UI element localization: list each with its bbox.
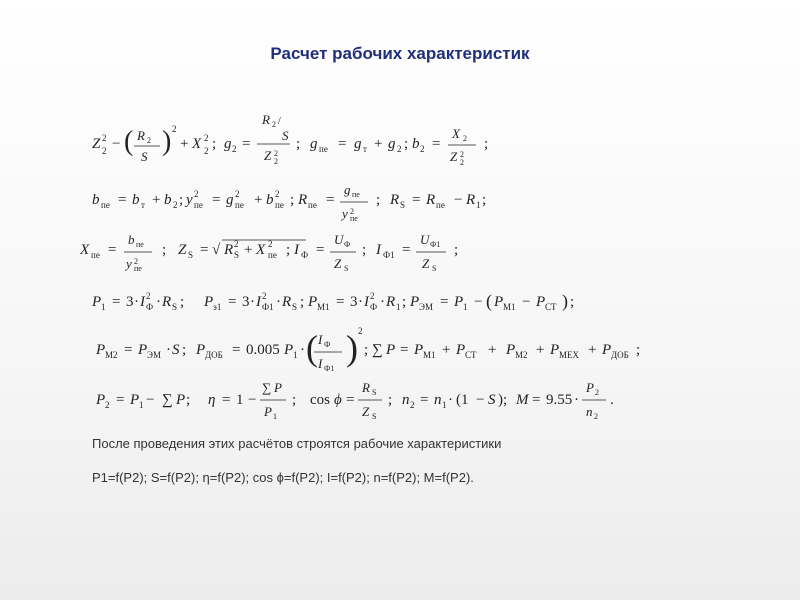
svg-text:R: R (390, 192, 400, 208)
svg-text:=: = (242, 136, 251, 152)
svg-text:(: ( (124, 126, 134, 157)
svg-text:−: − (522, 294, 531, 310)
svg-text:+: + (588, 342, 597, 358)
svg-text:(1: (1 (456, 392, 469, 408)
svg-text:∑: ∑ (262, 380, 272, 395)
svg-text:S: S (432, 264, 437, 273)
svg-text:Ф1: Ф1 (383, 250, 395, 260)
svg-text:+: + (254, 192, 263, 208)
svg-text:X: X (80, 242, 90, 258)
svg-text:M1: M1 (503, 302, 516, 312)
svg-text:2: 2 (172, 124, 177, 134)
svg-text:b: b (128, 232, 135, 247)
svg-text:X: X (452, 126, 460, 141)
svg-text:пе: пе (275, 200, 284, 210)
svg-text:I: I (294, 242, 299, 258)
svg-text:Z: Z (334, 256, 342, 271)
svg-text:;: ; (212, 136, 217, 152)
svg-text:;: ; (362, 242, 367, 258)
svg-text:=: = (402, 242, 411, 258)
svg-text:X: X (256, 242, 266, 258)
svg-text:I: I (140, 294, 145, 310)
svg-text:Ф1: Ф1 (262, 302, 274, 312)
svg-text:R: R (224, 242, 234, 258)
svg-text:1: 1 (236, 392, 244, 408)
svg-text:пе: пе (194, 200, 203, 210)
svg-text:P: P (96, 392, 106, 408)
svg-text:P: P (176, 392, 186, 408)
svg-text:.: . (610, 392, 614, 408)
svg-text:g: g (224, 136, 232, 152)
svg-text:1: 1 (293, 350, 298, 360)
svg-text:I: I (364, 294, 369, 310)
svg-text:;: ; (292, 392, 297, 408)
svg-text:b: b (132, 192, 140, 208)
svg-text:g: g (344, 182, 351, 197)
svg-text:=: = (108, 242, 117, 258)
svg-text:n: n (586, 404, 593, 419)
svg-text:P: P (506, 342, 516, 358)
svg-text:y: y (186, 192, 193, 208)
svg-text:b: b (164, 192, 172, 208)
svg-text:=: = (212, 192, 221, 208)
svg-text:;: ; (296, 136, 301, 152)
svg-text:=: = (440, 294, 449, 310)
svg-text:·: · (276, 294, 281, 310)
svg-text:;: ; (388, 392, 393, 408)
svg-text:+: + (442, 342, 451, 358)
svg-text:1: 1 (139, 400, 144, 410)
svg-text:): ) (162, 126, 172, 157)
svg-text:пе: пе (308, 200, 317, 210)
svg-text:;: ; (636, 342, 641, 358)
svg-text:P: P (456, 342, 466, 358)
svg-text:пе: пе (350, 214, 358, 223)
svg-text:+: + (374, 136, 383, 152)
svg-text:S: S (172, 342, 180, 358)
svg-text:−: − (248, 392, 257, 408)
svg-text:P: P (536, 294, 546, 310)
svg-text:+: + (244, 242, 253, 258)
svg-text:·: · (300, 342, 305, 358)
formula-row-4 (92, 286, 612, 318)
svg-text:2: 2 (102, 133, 107, 143)
svg-text:=: = (336, 294, 345, 310)
svg-text:2: 2 (235, 189, 240, 199)
svg-text:Ф: Ф (370, 302, 378, 312)
svg-text:+: + (180, 136, 189, 152)
svg-text:−: − (454, 192, 463, 208)
svg-text:3: 3 (242, 294, 250, 310)
svg-text:/: / (278, 116, 281, 127)
svg-text:g: g (226, 192, 234, 208)
svg-text:2: 2 (420, 144, 425, 154)
svg-text:пе: пе (91, 250, 100, 260)
svg-text:S: S (172, 302, 178, 312)
svg-text:;: ; (286, 242, 291, 258)
svg-text:2: 2 (274, 149, 278, 158)
svg-text:P: P (494, 294, 504, 310)
svg-text:2: 2 (134, 257, 138, 266)
svg-text:P: P (550, 342, 560, 358)
svg-text:пе: пе (235, 200, 244, 210)
svg-text:=: = (400, 342, 409, 358)
svg-text:пе: пе (268, 250, 277, 260)
svg-text:СТ: СТ (465, 350, 477, 360)
svg-text:Z: Z (422, 256, 430, 271)
svg-text:т: т (363, 144, 367, 154)
svg-text:M2: M2 (105, 350, 118, 360)
svg-text:−: − (476, 392, 485, 408)
svg-text:): ) (346, 328, 358, 368)
svg-text:1: 1 (442, 400, 447, 410)
svg-text:=: = (118, 192, 127, 208)
svg-text:R: R (386, 294, 396, 310)
svg-text:;: ; (482, 192, 487, 208)
svg-text:;: ; (484, 136, 489, 152)
svg-text:пе: пе (352, 190, 360, 199)
svg-text:+: + (488, 342, 497, 358)
svg-text:;: ; (179, 192, 184, 208)
svg-text:Ф: Ф (301, 250, 309, 260)
svg-text:2: 2 (358, 326, 363, 336)
svg-text:2: 2 (460, 150, 464, 159)
svg-text:Ф: Ф (146, 302, 154, 312)
svg-text:2: 2 (102, 146, 107, 156)
svg-text:1: 1 (101, 302, 106, 312)
svg-text:2: 2 (272, 120, 276, 129)
svg-text:P: P (308, 294, 318, 310)
svg-text:−: − (112, 136, 121, 152)
svg-text:=: = (326, 192, 335, 208)
svg-text:ϕ: ϕ (334, 392, 342, 408)
svg-text:MEX: MEX (559, 350, 579, 360)
svg-text:2: 2 (147, 136, 151, 145)
formula-row-6 (96, 376, 636, 426)
svg-text:+: + (536, 342, 545, 358)
svg-text:=: = (222, 392, 231, 408)
svg-text:P: P (274, 380, 282, 395)
svg-text:2: 2 (204, 133, 209, 143)
svg-text:P: P (96, 342, 106, 358)
svg-text:2: 2 (204, 146, 209, 156)
svg-text:Z: Z (450, 149, 458, 164)
svg-text:Ф1: Ф1 (430, 240, 441, 249)
formula-row-1 (92, 110, 512, 172)
svg-text:2: 2 (397, 144, 402, 154)
formula-row-5 (96, 326, 676, 378)
svg-text:−: − (474, 294, 483, 310)
svg-text:;: ; (180, 294, 185, 310)
svg-text:2: 2 (232, 144, 237, 154)
svg-text:S: S (141, 149, 148, 164)
svg-text:P: P (92, 294, 102, 310)
svg-text:ДОБ: ДОБ (205, 350, 223, 360)
svg-text:т: т (141, 200, 145, 210)
svg-text:=: = (346, 392, 355, 408)
svg-text:): ) (562, 291, 568, 311)
svg-text:Ф: Ф (324, 340, 331, 349)
svg-text:R: R (298, 192, 308, 208)
svg-text:0.005: 0.005 (246, 342, 280, 358)
svg-text:2: 2 (146, 291, 151, 301)
svg-text:пе: пе (436, 200, 445, 210)
svg-text:=: = (232, 342, 241, 358)
svg-text:M: M (516, 392, 529, 408)
svg-text:R: R (262, 112, 270, 127)
svg-text:·: · (574, 392, 579, 408)
svg-text:P: P (386, 342, 396, 358)
svg-text:I: I (376, 242, 381, 258)
svg-text:2: 2 (594, 412, 598, 421)
svg-text:·: · (448, 392, 453, 408)
svg-text:R: R (137, 128, 145, 143)
svg-text:P: P (410, 294, 420, 310)
svg-text:S: S (372, 388, 377, 397)
svg-text:=: = (432, 136, 441, 152)
svg-text:2: 2 (370, 291, 375, 301)
svg-text:(: ( (306, 328, 318, 368)
svg-text:);: ); (498, 392, 508, 408)
svg-text:P: P (454, 294, 464, 310)
svg-text:∑: ∑ (162, 392, 173, 408)
svg-text:2: 2 (274, 157, 278, 166)
svg-text:;: ; (186, 392, 191, 408)
svg-text:Ф1: Ф1 (324, 364, 335, 373)
svg-text:cos: cos (310, 392, 330, 408)
svg-text:Z: Z (264, 148, 272, 163)
svg-text:P: P (130, 392, 140, 408)
svg-text:1: 1 (463, 302, 468, 312)
svg-text:;: ; (290, 192, 295, 208)
svg-text:1: 1 (476, 200, 481, 210)
svg-text:·: · (358, 294, 363, 310)
svg-text:;: ; (454, 242, 459, 258)
svg-text:=: = (412, 192, 421, 208)
svg-text:R: R (426, 192, 436, 208)
svg-text:I: I (318, 332, 323, 347)
svg-text:=: = (116, 392, 125, 408)
svg-text:;: ; (402, 294, 407, 310)
svg-text:;: ; (300, 294, 305, 310)
svg-text:;: ; (182, 342, 187, 358)
svg-text:=: = (316, 242, 325, 258)
svg-text:P: P (602, 342, 612, 358)
svg-text:√: √ (212, 242, 221, 258)
formula-row-3 (80, 228, 480, 274)
formula-row-2 (92, 178, 512, 224)
svg-text:g: g (354, 136, 362, 152)
svg-text:P: P (414, 342, 424, 358)
svg-text:y: y (342, 206, 348, 221)
svg-text:1: 1 (396, 302, 401, 312)
svg-text:S: S (292, 302, 298, 312)
svg-text:=: = (124, 342, 133, 358)
svg-text:·: · (156, 294, 161, 310)
note-functions: P1=f(P2); S=f(P2); η=f(P2); cos ϕ=f(P2); I=f(P2); n=f(P2); M=f(P2). (92, 470, 474, 485)
svg-text:;: ; (364, 342, 369, 358)
svg-text:∑: ∑ (372, 342, 383, 358)
svg-text:n: n (434, 392, 442, 408)
svg-text:ЭМ: ЭМ (147, 350, 161, 360)
svg-text:2: 2 (105, 400, 110, 410)
svg-text:3: 3 (350, 294, 358, 310)
svg-text:2: 2 (410, 400, 415, 410)
svg-text:R: R (362, 380, 370, 395)
svg-text:S: S (400, 200, 406, 210)
svg-text:·: · (250, 294, 255, 310)
svg-text:R: R (466, 192, 476, 208)
svg-text:n: n (402, 392, 410, 408)
svg-text:ЭМ: ЭМ (419, 302, 433, 312)
svg-text:M1: M1 (423, 350, 436, 360)
svg-text:P: P (204, 294, 214, 310)
svg-text:y: y (126, 256, 132, 271)
svg-text:g: g (388, 136, 396, 152)
svg-text:2: 2 (234, 239, 239, 249)
svg-text:=: = (112, 294, 121, 310)
svg-text:S: S (372, 412, 377, 421)
note-sentence: После проведения этих расчётов строятся рабочие характеристики (92, 436, 502, 451)
svg-text:·: · (380, 294, 385, 310)
svg-text:2: 2 (595, 388, 599, 397)
svg-text:Z: Z (92, 136, 101, 152)
svg-text:η: η (208, 392, 216, 408)
svg-text:;: ; (404, 136, 409, 152)
svg-text:1: 1 (273, 412, 277, 421)
svg-text:2: 2 (350, 207, 354, 216)
svg-text:M2: M2 (515, 350, 528, 360)
svg-text:P: P (138, 342, 148, 358)
svg-text:I: I (318, 356, 323, 371)
svg-text:Ф: Ф (344, 240, 351, 249)
svg-text:Z: Z (178, 242, 187, 258)
svg-text:пе: пе (134, 264, 142, 273)
svg-text:b: b (412, 136, 420, 152)
svg-text:;: ; (162, 242, 167, 258)
svg-text:(: ( (486, 291, 492, 311)
svg-text:P: P (264, 404, 272, 419)
svg-text:2: 2 (268, 239, 273, 249)
svg-text:2: 2 (173, 200, 178, 210)
svg-text:9.55: 9.55 (546, 392, 573, 408)
svg-text:b: b (92, 192, 100, 208)
svg-text:2: 2 (262, 291, 267, 301)
svg-text:2: 2 (463, 134, 467, 143)
svg-text:X: X (192, 136, 202, 152)
svg-text:=: = (338, 136, 347, 152)
svg-text:СТ: СТ (545, 302, 557, 312)
svg-text:пе: пе (136, 240, 144, 249)
svg-text:R: R (162, 294, 172, 310)
svg-text:−: − (146, 392, 155, 408)
svg-text:S: S (188, 250, 194, 260)
svg-text:S: S (282, 128, 289, 143)
svg-text:b: b (266, 192, 274, 208)
svg-text:S: S (344, 264, 349, 273)
svg-text:3: 3 (126, 294, 134, 310)
svg-text:;: ; (570, 294, 575, 310)
svg-text:ДОБ: ДОБ (611, 350, 629, 360)
svg-text:g: g (310, 136, 318, 152)
svg-text:2: 2 (194, 189, 199, 199)
svg-text:P: P (196, 342, 206, 358)
svg-text:=: = (532, 392, 541, 408)
svg-text:=: = (420, 392, 429, 408)
svg-text:I: I (256, 294, 261, 310)
svg-text:U: U (420, 232, 430, 247)
svg-text:S: S (234, 250, 240, 260)
svg-text:M1: M1 (317, 302, 330, 312)
svg-text:·: · (134, 294, 139, 310)
svg-text:·: · (166, 342, 171, 358)
svg-text:R: R (282, 294, 292, 310)
svg-text:S: S (488, 392, 496, 408)
svg-text:=: = (228, 294, 237, 310)
svg-text:2: 2 (275, 189, 280, 199)
slide-title: Расчет рабочих характеристик (270, 44, 530, 63)
svg-text:P: P (586, 380, 594, 395)
svg-text:U: U (334, 232, 344, 247)
svg-text:пе: пе (319, 144, 328, 154)
svg-text:Z: Z (362, 404, 370, 419)
svg-text:пе: пе (101, 200, 110, 210)
svg-text:2: 2 (460, 158, 464, 167)
svg-text:+: + (152, 192, 161, 208)
svg-text:;: ; (376, 192, 381, 208)
svg-text:=: = (200, 242, 209, 258)
svg-text:э1: э1 (213, 302, 222, 312)
svg-text:P: P (284, 342, 294, 358)
